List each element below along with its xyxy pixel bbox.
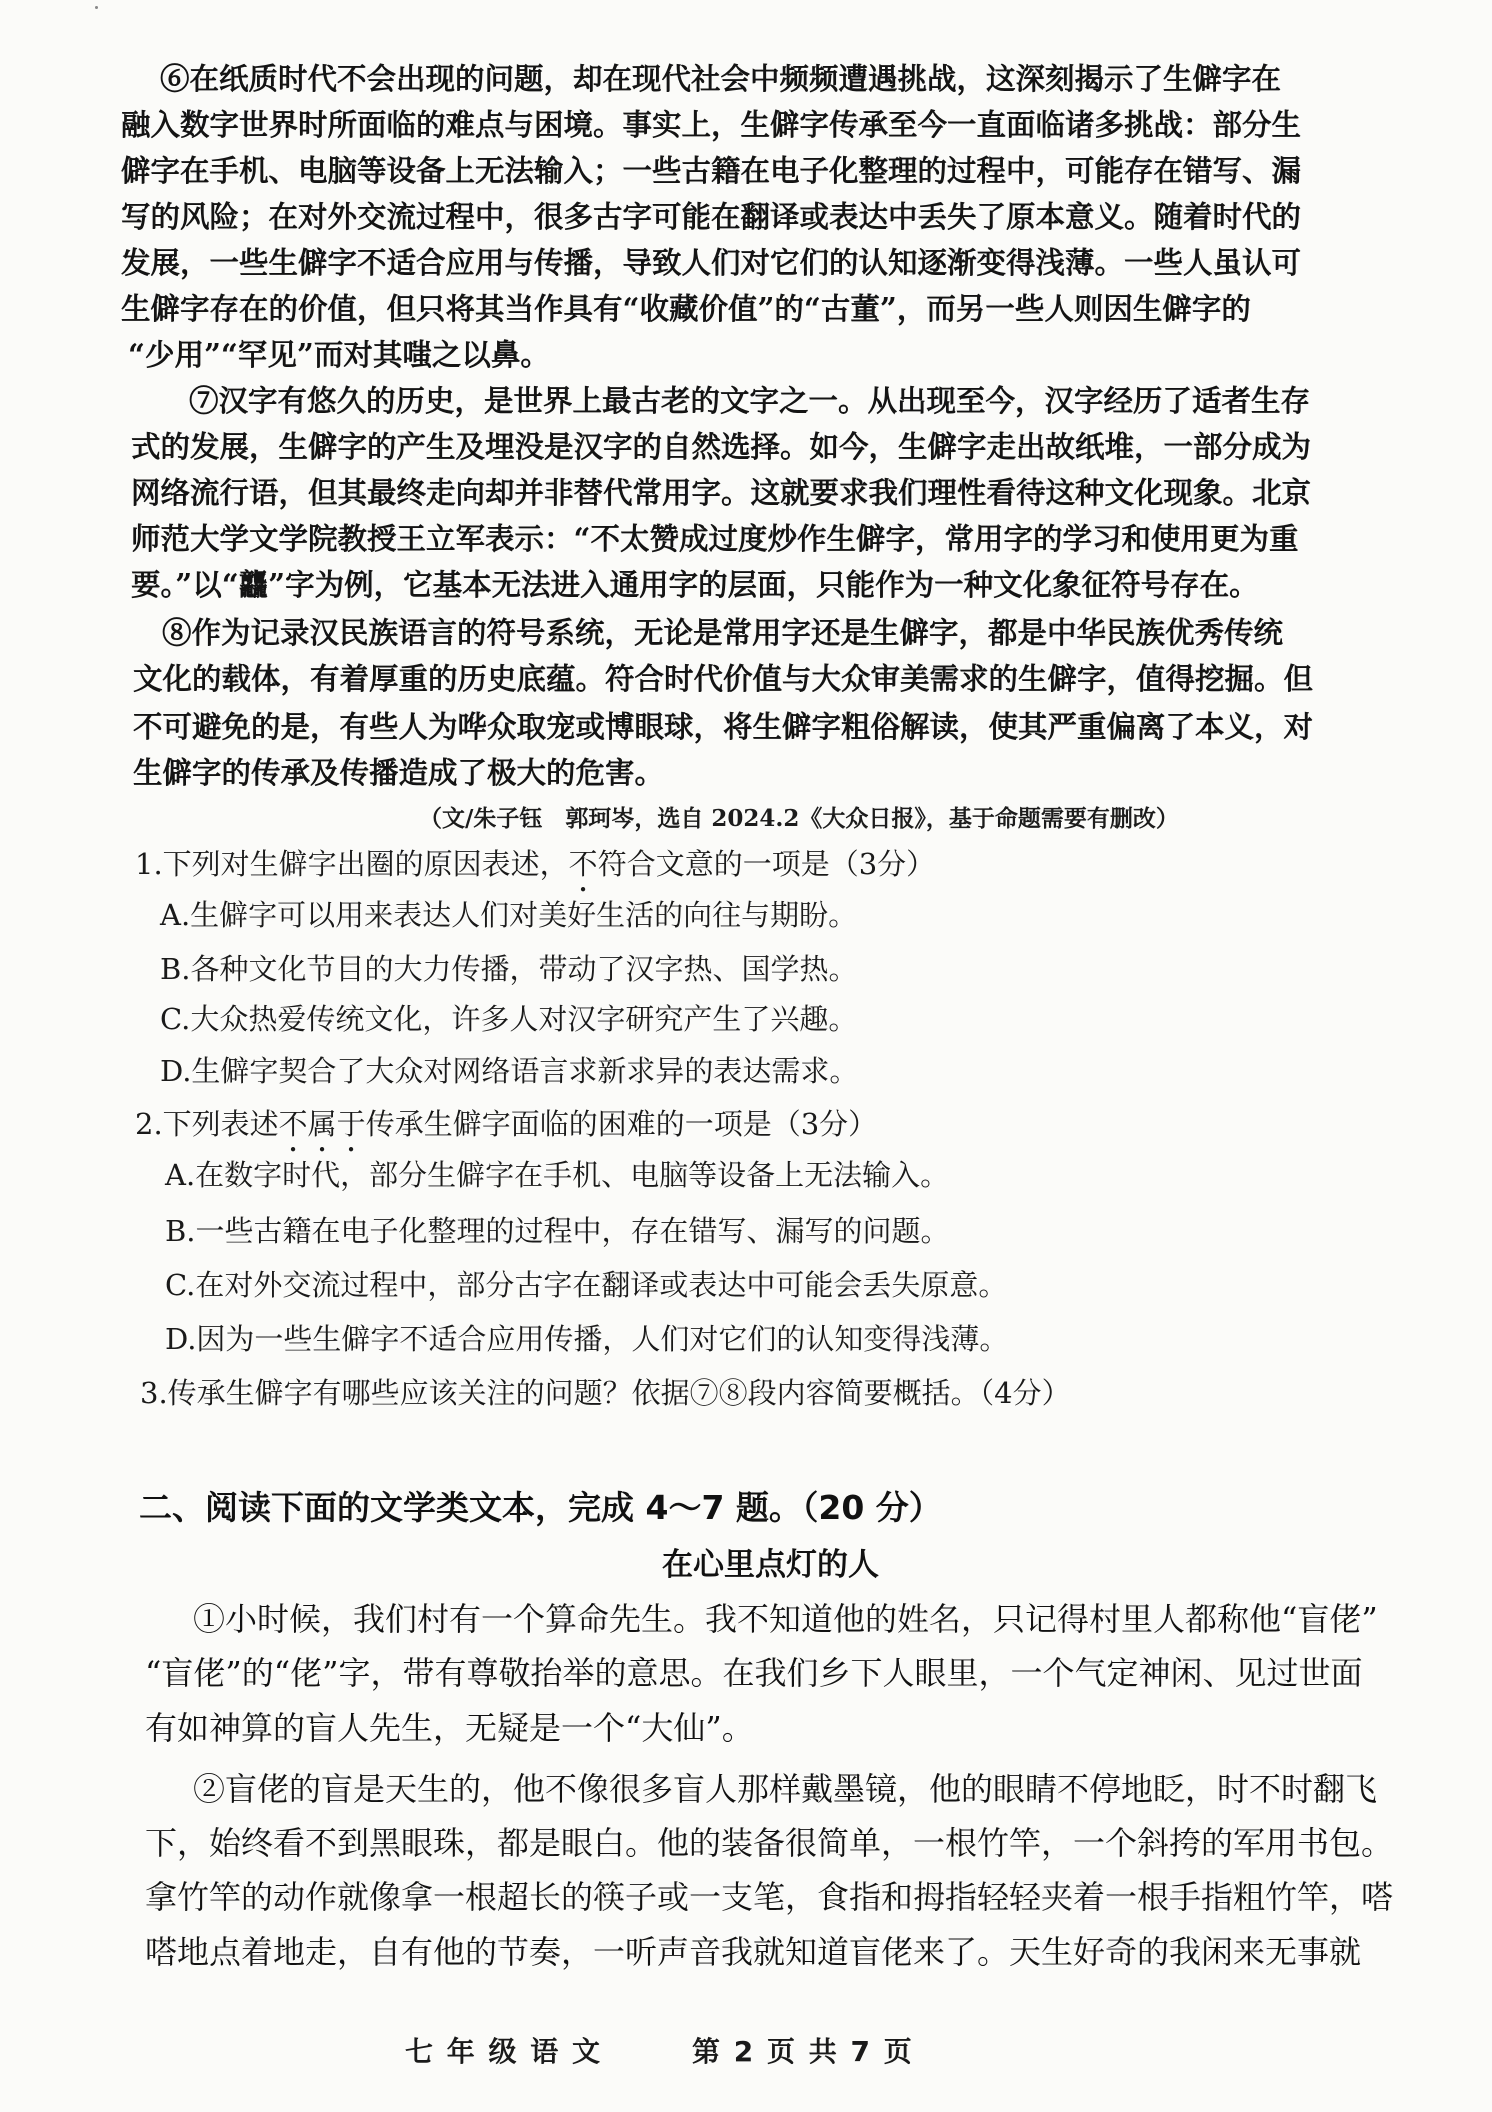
- question-1-stem-text-end: 符合文意的一项是（3分）: [597, 847, 936, 881]
- question-2-stem-text-end: 传承生僻字面临的困难的一项是（3分）: [365, 1107, 878, 1141]
- paragraph-7-line-4: 师范大学文学院教授王立军表示：“不太赞成过度炒作生僻字，常用字的学习和使用更为重: [131, 521, 1299, 556]
- paragraph-6-line-7: “少用”“罕见”而对其嗤之以鼻。: [128, 337, 550, 372]
- footer-subject: 七 年 级 语 文: [405, 2035, 602, 2068]
- paragraph-6-line-1: ⑥在纸质时代不会出现的问题，却在现代社会中频频遭遇挑战，这深刻揭示了生僻字在: [160, 61, 1282, 96]
- story-title: 在心里点灯的人: [662, 1547, 879, 1583]
- paragraph-8-line-4: 生僻字的传承及传播造成了极大的危害。: [133, 755, 665, 790]
- paragraph-8-line-2: 文化的载体，有着厚重的历史底蕴。符合时代价值与大众审美需求的生僻字，值得挖掘。但: [133, 661, 1314, 696]
- question-2-option-a: A.在数字时代，部分生僻字在手机、电脑等设备上无法输入。: [165, 1158, 950, 1192]
- story-paragraph-2-line-1: ②盲佬的盲是天生的，他不像很多盲人那样戴墨镜，他的眼睛不停地眨，时不时翻飞: [193, 1770, 1378, 1808]
- question-3-stem: 3.传承生僻字有哪些应该关注的问题？依据⑦⑧段内容简要概括。（4分）: [140, 1376, 1071, 1410]
- section-2-heading: 二、阅读下面的文学类文本，完成 4～7 题。（20 分）: [139, 1488, 942, 1527]
- story-paragraph-2-line-4: 嗒地点着地走，自有他的节奏，一听声音我就知道盲佬来了。天生好奇的我闲来无事就: [145, 1933, 1362, 1971]
- question-1-emphasis: 不: [568, 847, 598, 881]
- question-1-stem-text: 1.下列对生僻字出圈的原因表述，: [135, 847, 569, 881]
- question-2-emphasis: 不属于: [278, 1107, 366, 1141]
- paragraph-6-line-4: 写的风险；在对外交流过程中，很多古字可能在翻译或表达中丢失了原本意义。随着时代的: [121, 199, 1302, 234]
- paragraph-8-line-1: ⑧作为记录汉民族语言的符号系统，无论是常用字还是生僻字，都是中华民族优秀传统: [162, 615, 1284, 650]
- paragraph-8-line-3: 不可避免的是，有些人为哗众取宠或博眼球，将生僻字粗俗解读，使其严重偏离了本义，对: [133, 709, 1314, 744]
- paragraph-7-line-2: 式的发展，生僻字的产生及埋没是汉字的自然选择。如今，生僻字走出故纸堆，一部分成为: [131, 429, 1312, 464]
- story-paragraph-1-line-1: ①小时候，我们村有一个算命先生。我不知道他的姓名，只记得村里人都称他“盲佬”: [193, 1600, 1378, 1638]
- scan-speck: [95, 6, 98, 9]
- passage-source: （文/朱子钰 郭珂岑，选自 2024.2《大众日报》，基于命题需要有删改）: [419, 805, 1179, 832]
- question-2-option-b: B.一些古籍在电子化整理的过程中，存在错写、漏写的问题。: [165, 1214, 950, 1248]
- question-1-stem: [135, 847, 935, 899]
- question-1-option-a: A.生僻字可以用来表达人们对美好生活的向往与期盼。: [160, 898, 858, 932]
- paragraph-6-line-5: 发展，一些生僻字不适合应用与传播，导致人们对它们的认知逐渐变得浅薄。一些人虽认可: [121, 245, 1302, 280]
- paragraph-6-line-6: 生僻字存在的价值，但只将其当作具有“收藏价值”的“古董”，而另一些人则因生僻字的: [121, 291, 1251, 326]
- story-paragraph-1-line-3: 有如神算的盲人先生，无疑是一个“大仙”。: [145, 1709, 754, 1747]
- question-2-stem: [135, 1107, 877, 1159]
- paragraph-7-line-3: 网络流行语，但其最终走向却并非替代常用字。这就要求我们理性看待这种文化现象。北京: [131, 475, 1312, 510]
- question-1-option-c: C.大众热爱传统文化，许多人对汉字研究产生了兴趣。: [160, 1002, 858, 1036]
- question-2-stem-text: 2.下列表述: [135, 1107, 279, 1141]
- paragraph-7-line-1: ⑦汉字有悠久的历史，是世界上最古老的文字之一。从出现至今，汉字经历了适者生存: [189, 383, 1311, 418]
- paragraph-6-line-3: 僻字在手机、电脑等设备上无法输入；一些古籍在电子化整理的过程中，可能存在错写、漏: [121, 153, 1302, 188]
- question-2-option-d: D.因为一些生僻字不适合应用传播，人们对它们的认知变得浅薄。: [165, 1322, 1009, 1356]
- story-paragraph-1-line-2: “盲佬”的“佬”字，带有尊敬抬举的意思。在我们乡下人眼里，一个气定神闲、见过世面: [145, 1654, 1363, 1692]
- question-1-option-b: B.各种文化节目的大力传播，带动了汉字热、国学热。: [160, 952, 858, 986]
- question-2-option-c: C.在对外交流过程中，部分古字在翻译或表达中可能会丢失原意。: [165, 1268, 1008, 1302]
- story-paragraph-2-line-3: 拿竹竿的动作就像拿一根超长的筷子或一支笔，食指和拇指轻轻夹着一根手指粗竹竿，嗒: [145, 1878, 1394, 1916]
- question-1-option-d: D.生僻字契合了大众对网络语言求新求异的表达需求。: [160, 1054, 859, 1088]
- footer-page-number: 第 2 页 共 7 页: [692, 2035, 914, 2068]
- paragraph-7-line-5: 要。”以“龘”字为例，它基本无法进入通用字的层面，只能作为一种文化象征符号存在。: [131, 567, 1259, 602]
- paragraph-6-line-2: 融入数字世界时所面临的难点与困境。事实上，生僻字传承至今一直面临诸多挑战：部分生: [121, 107, 1302, 142]
- story-paragraph-2-line-2: 下，始终看不到黑眼珠，都是眼白。他的装备很简单，一根竹竿，一个斜挎的军用书包。: [145, 1824, 1394, 1862]
